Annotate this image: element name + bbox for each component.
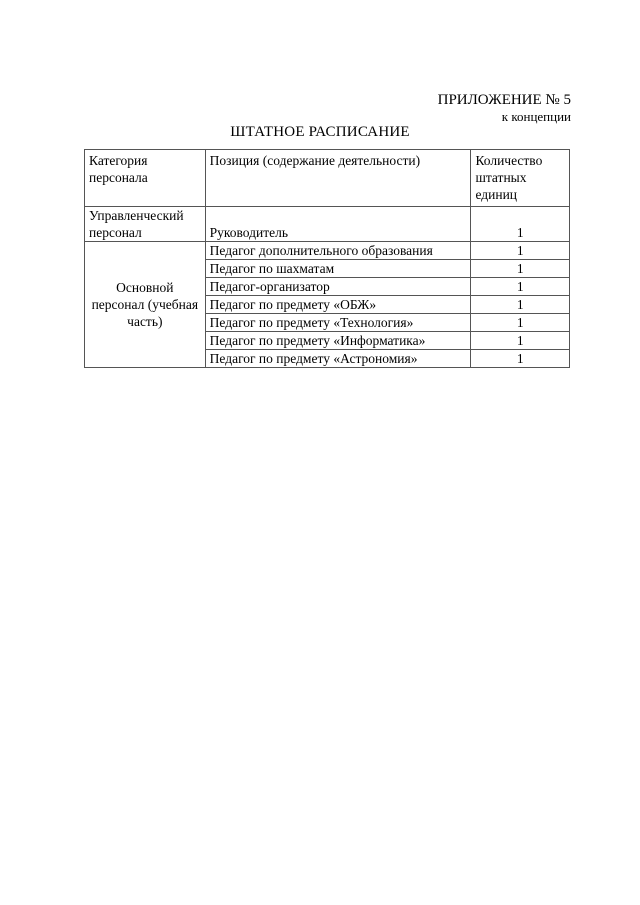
- table-row: [85, 207, 570, 242]
- position-cell: Педагог по шахматам: [205, 260, 471, 278]
- quantity-cell: 1: [471, 350, 570, 368]
- position-cell: Педагог по предмету «Информатика»: [205, 332, 471, 350]
- position-cell: Педагог по предмету «Астрономия»: [205, 350, 471, 368]
- column-header-quantity: Количество штатных единиц: [471, 150, 570, 207]
- category-cell: Управленческий персонал: [85, 207, 206, 242]
- quantity-cell: 1: [471, 278, 570, 296]
- quantity-cell: 1: [471, 332, 570, 350]
- position-cell: Педагог-организатор: [205, 278, 471, 296]
- quantity-cell: 1: [471, 296, 570, 314]
- table-header-row: [85, 150, 570, 207]
- staff-table: [84, 149, 570, 368]
- quantity-cell: 1: [471, 260, 570, 278]
- position-cell: Педагог по предмету «ОБЖ»: [205, 296, 471, 314]
- position-cell: Педагог по предмету «Технология»: [205, 314, 471, 332]
- position-cell: Педагог дополнительного образования: [205, 242, 471, 260]
- document-title: ШТАТНОЕ РАСПИСАНИЕ: [230, 124, 410, 140]
- quantity-cell: 1: [471, 207, 570, 242]
- quantity-cell: 1: [471, 314, 570, 332]
- table-row: [85, 242, 570, 260]
- appendix-header: [438, 92, 571, 125]
- appendix-sub: к концепции: [501, 109, 571, 124]
- position-cell: Руководитель: [205, 207, 471, 242]
- quantity-cell: 1: [471, 242, 570, 260]
- category-cell: Основной персонал (учебная часть): [85, 242, 206, 368]
- column-header-category: Категория персонала: [85, 150, 206, 207]
- column-header-position: Позиция (содержание деятельности): [205, 150, 471, 207]
- appendix-label: ПРИЛОЖЕНИЕ № 5: [437, 92, 571, 108]
